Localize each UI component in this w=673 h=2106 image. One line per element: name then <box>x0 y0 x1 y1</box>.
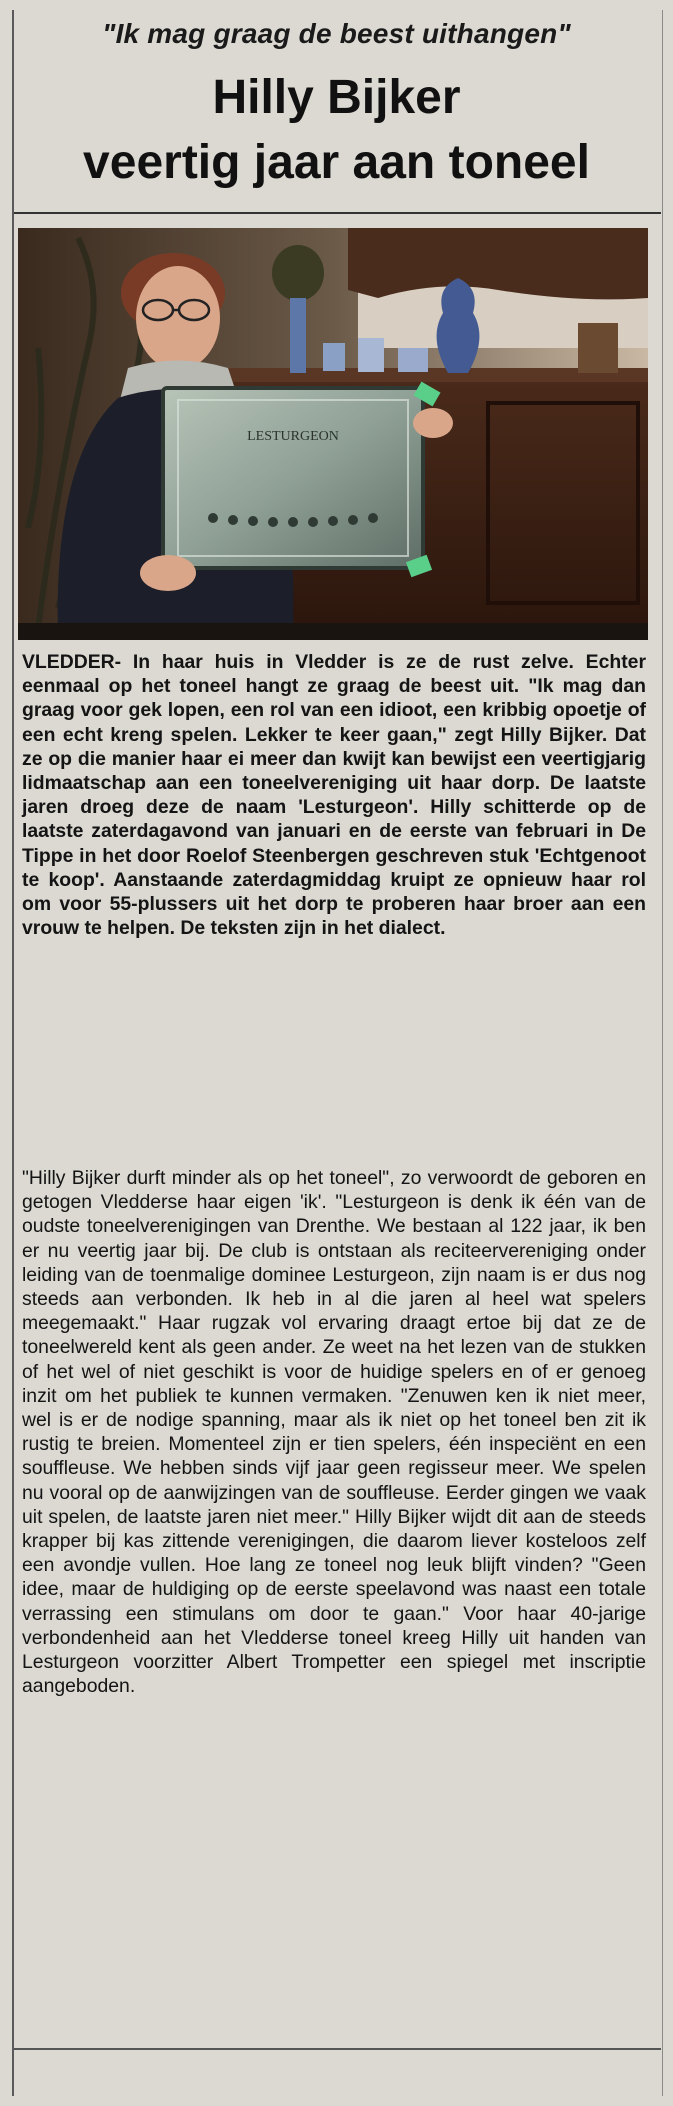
header-divider <box>14 212 661 214</box>
article-kicker: "Ik mag graag de beest uithangen" <box>102 18 571 49</box>
article-lead <box>22 650 646 940</box>
lead-paragraph: VLEDDER- In haar huis in Vledder is ze de rust zelve. Echter eenmaal op het toneel hangt ze graag de beest uit. "Ik mag dan graag voor gek lopen, een rol van een idioot, een kribbig opoetje of een echt kreng spelen. Lekker te keer gaan," zegt Hilly Bijker. Dat ze op die manier haar ei meer dan kwijt kan bewijst een veertigjarig lidmaatschap aan een toneelvereniging uit haar dorp. De laatste jaren droeg deze de naam 'Lesturgeon'. Hilly schitterde op de laatste zaterdagavond van januari en de eerste van februari in De Tippe in het door Roelof Steenbergen geschreven stuk 'Echtgenoot te koop'. Aanstaande zaterdagmiddag kruipt ze opnieuw haar rol om voor 55-plussers uit het dorp te proberen haar broer aan een vrouw te helpen. De teksten zijn in het dialect. <box>22 651 646 940</box>
article-body <box>22 1166 646 1698</box>
headline-line-1: Hilly Bijker <box>212 71 461 124</box>
headline-line-2: veertig jaar aan toneel <box>83 136 590 189</box>
plaque-inscription: LESTURGEON <box>247 429 339 444</box>
footer-divider <box>14 2048 661 2050</box>
body-paragraph: "Hilly Bijker durft minder als op het toneel", zo verwoordt de geboren en getogen Vledderse haar eigen 'ik'. "Lesturgeon is denk ik één van de oudste toneelverenigingen van Drenthe. We bestaan al 122 jaar, ik ben er nu veertig jaar bij. De club is ontstaan als reciteervereniging onder leiding van de toenmalige dominee Lesturgeon, zijn naam is er dus nog steeds aan verbonden. Ik heb in al die jaren al heel wat spelers meegemaakt." Haar rugzak vol ervaring draagt ertoe bij dat ze de toneelwereld kent als geen ander. Ze weet na het lezen van de stukken of het wel of niet geschikt is voor de huidige spelers en of er genoeg inzit om het publiek te kunnen vermaken. "Zenuwen ken ik niet meer, wel is er de nodige spanning, maar als ik niet op het toneel ben zit ik rustig te breien. Momenteel zijn er tien spelers, één inspeciënt en een souffleuse. We hebben sinds vijf jaar geen regisseur meer. We spelen nu vooral op de aanwijzingen van de souffleuse. Eerder gingen we vaak uit spelen, de laatste jaren niet meer." Hilly Bijker wijdt dit aan de steeds krapper bij kas zittende verenigingen, die daarom liever kosteloos zelf een avondje vullen. Hoe lang ze toneel nog leuk blijft vinden? "Geen idee, maar de huldiging op de eerste speelavond was naast een totale verrassing een stimulans om door te gaan." Voor haar 40-jarige verbondenheid aan het Vledderse toneel kreeg Hilly uit handen van Lesturgeon voorzitter Albert Trompetter een spiegel met inscriptie aangeboden. <box>22 1167 646 1698</box>
article-photo <box>18 228 648 640</box>
